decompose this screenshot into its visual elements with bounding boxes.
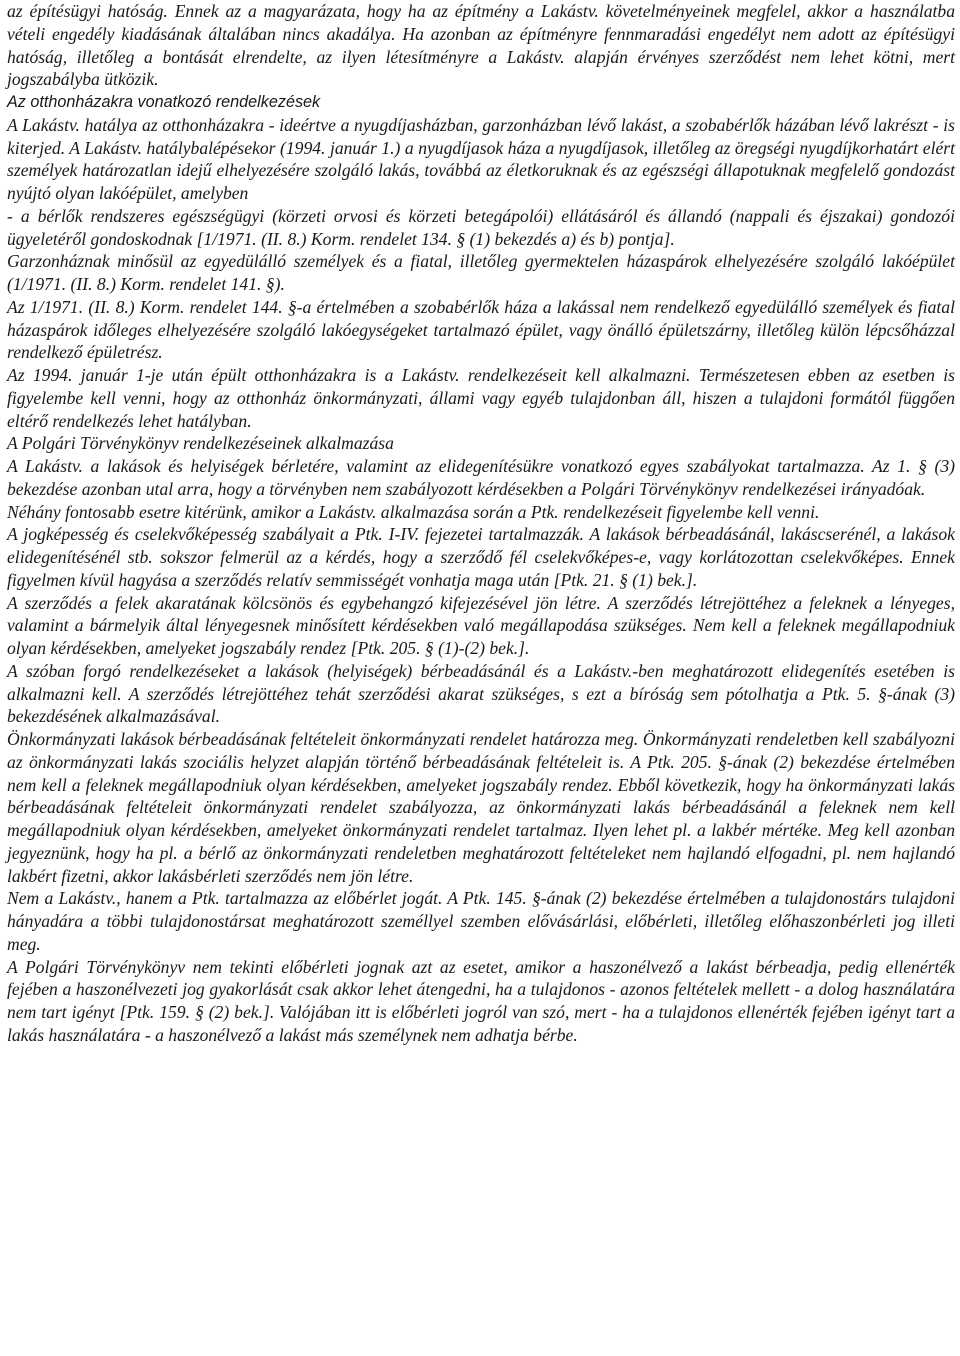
paragraph-szobaberlok-haza: Az 1/1971. (II. 8.) Korm. rendelet 144. §-a értelmében a szobabérlők háza a lakással nem rendelkező egyedülálló személyek és fiatal házaspárok időleges elhelyezésére szolgáló lakóegységeket tartalmazó épület, vagy önálló épületszárny, illetőleg külön lépcsőházzal rendelkező épületrész. xyxy=(7,296,955,363)
paragraph-provisions-application: A szóban forgó rendelkezéseket a lakások (helyiségek) bérbeadásánál és a Lakástv.-ben meghatározott elidegenítés esetében is alkalmazni kell. A szerződés létrejöttéhez tehát szerződési akarat szükséges, s ezt a bíróság sem pótolhatja a Ptk. 5. §-ának (3) bekezdésének alkalmazásával. xyxy=(7,660,955,727)
paragraph-important-cases: Néhány fontosabb esetre kitérünk, amikor a Lakástv. alkalmazása során a Ptk. rendelkezéseit figyelembe kell venni. xyxy=(7,501,820,522)
paragraph-otthonhazak-scope: A Lakástv. hatálya az otthonházakra - ideértve a nyugdíjasházban, garzonházban lévő lakást, a szobabérlők házában lévő lakrészt - is kiterjed. A Lakástv. hatálybalépésekor (1994. január 1.) a nyugdíjasok háza a nyugdíjasok, illetőleg az öregségi nyugdíjkorhatárt elért személyek határozatlan idejű elhelyezésére szolgáló lakás, továbbá az életkoruknak és az egészségi állapotuknak megfelelő gondozást nyújtó olyan lakóépület, amelyben xyxy=(7,114,955,203)
paragraph-usufruct: A Polgári Törvénykönyv nem tekinti előbérleti jognak azt az esetet, amikor a haszonélvező a lakást bérbeadja, pedig ellenérték fejében a haszonélvezeti jog gyakorlását csak akkor lehet átengedni, ha a tulajdonos - azonos feltételek mellett - a dolog használatára nem tart igényt [Ptk. 159. § (2) bek.]. Valójában itt is előbérleti jogról van szó, mert - ha a tulajdonos ellenérték fejében igényt tart a lakás használatára - a haszonélvező a lakást más személynek nem adhatja bérbe. xyxy=(7,956,955,1045)
paragraph-lakastv-scope: A Lakástv. a lakások és helyiségek bérletére, valamint az elidegenítésükre vonatkozó egyes szabályokat tartalmazza. Az 1. § (3) bekezdése azonban utal arra, hogy a törvényben nem szabályozott kérdésekben a Polgári Törvénykönyv rendelkezései irányadóak. xyxy=(7,456,955,499)
paragraph-garzonhaz: Garzonháznak minősül az egyedülálló személyek és a fiatal, illetőleg gyermektelen házaspárok elhelyezésére szolgáló lakóépület (1/1971. (II. 8.) Korm. rendelet 141. §). xyxy=(7,251,955,294)
document-page xyxy=(7,0,955,1047)
section-heading-otthonhazak: Az otthonházakra vonatkozó rendelkezések xyxy=(7,93,321,111)
paragraph-after-1994: Az 1994. január 1-je után épült otthonházakra is a Lakástv. rendelkezéseit kell alkalmazni. Természetesen ebben az esetben is figyelembe kell venni, hogy az otthonház önkormányzati, állami vagy egyéb tulajdonban áll, hiszen a tulajdoni formától függően eltérő rendelkezés lehet hatályban. xyxy=(7,365,955,431)
paragraph-pre-lease-right: Nem a Lakástv., hanem a Ptk. tartalmazza az előbérlet jogát. A Ptk. 145. §-ának (2) bekezdése értelmében a tulajdonostárs tulajdoni hányadára a többi tulajdonostársat meghatározott személlyel szemben elővásárlási, előbérleti, illetőleg előhaszonbérleti jog illeti meg. xyxy=(7,888,955,954)
paragraph-municipal-housing: Önkormányzati lakások bérbeadásának feltételeit önkormányzati rendelet határozza meg. Önkormányzati rendeletben kell szabályozni az önkormányzati lakás szociális helyzet alapján történő bérbeadásának feltételeit is. A Ptk. 205. §-ának (2) bekezdése értelmében nem kell a feleknek megállapodniuk olyan kérdésekben, amelyeket jogszabály rendez. Ebből következik, hogy ha önkormányzati lakás bérbeadásának feltételeit önkormányzati rendelet szabályozza, az önkormányzati lakás bérbeadásánál a feleknek nem kell megállapodniuk olyan kérdésekben, amelyeket önkormányzati rendelet tartalmaz. Ilyen lehet pl. a lakbér mértéke. Meg kell azonban jegyeznünk, hogy ha pl. a bérlő az önkormányzati rendeletben meghatározott feltételeket nem hajlandó elfogadni, pl. nem hajlandó lakbért fizetni, akkor lakásbérleti szerződés nem jön létre. xyxy=(7,729,955,886)
section-heading-ptk: A Polgári Törvénykönyv rendelkezéseinek alkalmazása xyxy=(7,433,394,454)
paragraph-tenant-care: - a bérlők rendszeres egészségügyi (körzeti orvosi és körzeti betegápolói) ellátásáról és állandó (nappali és éjszakai) gondozói ügyeletéről gondoskodnak [1/1971. (II. 8.) Korm. rendelet 134. § (1) bekezdés a) és b) pontja]. xyxy=(7,205,955,249)
paragraph-legal-capacity: A jogképesség és cselekvőképesség szabályait a Ptk. I-IV. fejezetei tartalmazzák. A lakások bérbeadásánál, lakáscserénél, a lakások elidegenítésénél stb. sokszor felmerül az a kérdés, hogy a szerződő fél cselekvőképes-e, vagy korlátozottan cselekvőképes. Ennek figyelmen kívül hagyása a szerződés relatív semmisségét vonhatja maga után [Ptk. 21. § (1) bek.]. xyxy=(7,524,955,590)
paragraph-building-authority: az építésügyi hatóság. Ennek az a magyarázata, hogy ha az építmény a Lakástv. követelményeinek megfelel, akkor a használatba vételi engedély kiadásának általában nincs akadálya. Ha azonban az építményre fennmaradási engedélyt nem adott az építésügyi hatóság, illetőleg a bontását elrendelte, az ilyen létesítményre a Lakástv. alapján érvényes szerződést nem lehet kötni, mert jogszabályba ütközik. xyxy=(7,1,955,90)
paragraph-contract-formation: A szerződés a felek akaratának kölcsönös és egybehangzó kifejezésével jön létre. A szerződés létrejöttéhez a feleknek a lényeges, valamint a bármelyik által lényegesnek minősített kérdésekben való megállapodása szükséges. Nem kell a feleknek megállapodniuk olyan kérdésekben, amelyeket jogszabály rendez [Ptk. 205. § (1)-(2) bek.]. xyxy=(7,592,955,658)
